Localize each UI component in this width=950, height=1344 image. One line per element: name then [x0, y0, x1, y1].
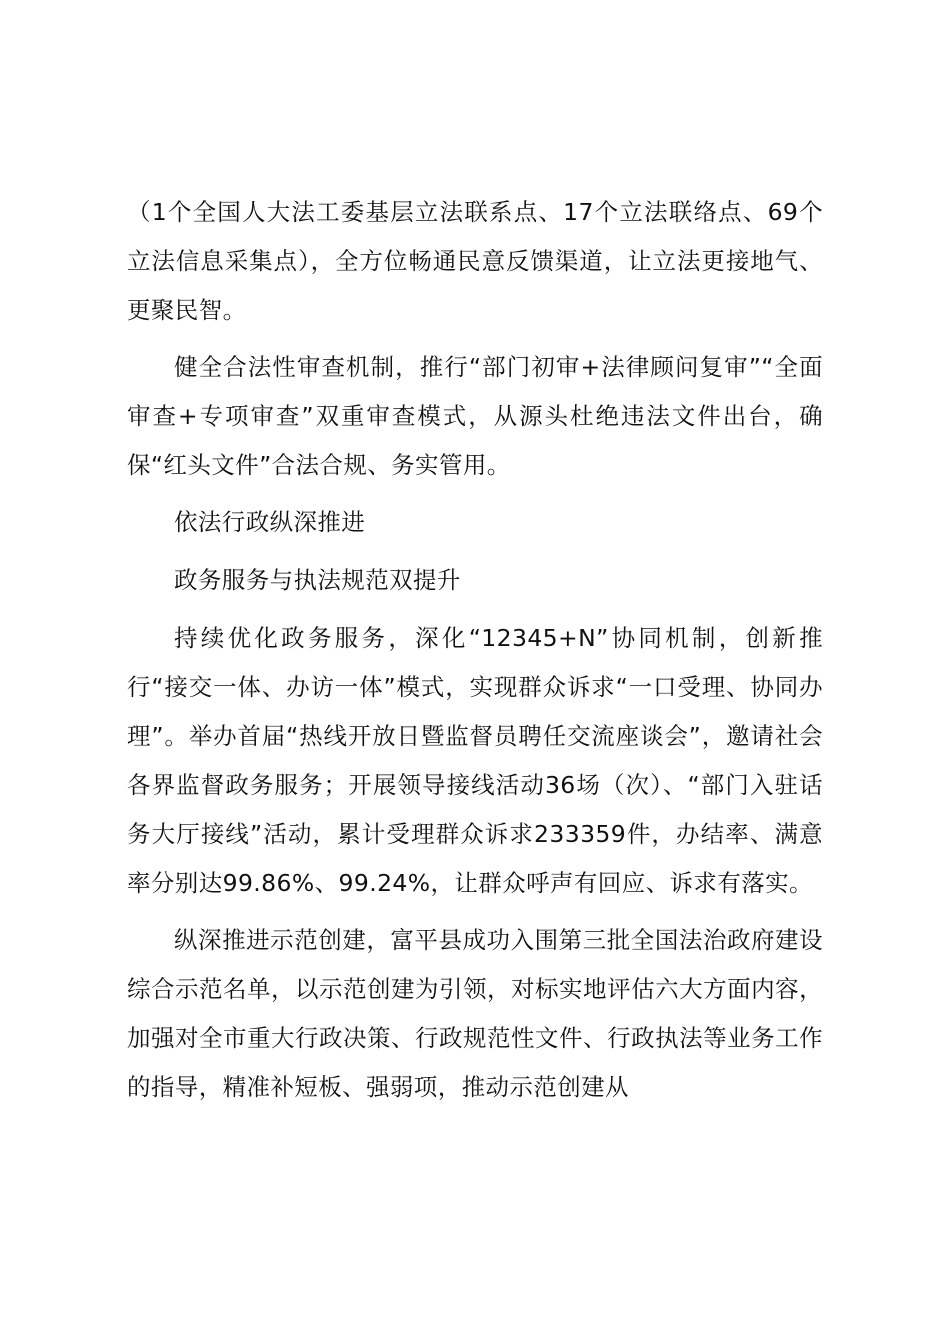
paragraph-legislative-contact-points: （1个全国人大法工委基层立法联系点、17个立法联络点、69个立法信息采集点），全方位畅通民意反馈渠道，让立法更接地气、更聚民智。: [127, 198, 823, 324]
section-heading-administration: 依法行政纵深推进: [174, 508, 366, 536]
document-body: [127, 188, 823, 1120]
paragraph-legality-review: 健全合法性审查机制，推行“部门初审+法律顾问复审”“全面审查+专项审查”双重审查模式，从源头杜绝违法文件出台，确保“红头文件”合法合规、务实管用。: [127, 353, 823, 479]
paragraph-demonstration: 纵深推进示范创建，富平县成功入围第三批全国法治政府建设综合示范名单，以示范创建为引领，对标实地评估六大方面内容，加强对全市重大行政决策、行政规范性文件、行政执法等业务工作的指导，精准补短板、强弱项，推动示范创建从: [127, 926, 823, 1101]
subsection-heading-services: 政务服务与执法规范双提升: [174, 566, 461, 594]
paragraph-government-services: 持续优化政务服务，深化“12345+N”协同机制，创新推行“接交一体、办访一体”模式，实现群众诉求“一口受理、协同办理”。举办首届“热线开放日暨监督员聘任交流座谈会”，邀请社会各界监督政务服务；开展领导接线活动36场（次）、“部门入驻话务大厅接线”活动，累计受理群众诉求233359件，办结率、满意率分别达99.86%、99.24%，让群众呼声有回应、诉求有落实。: [127, 624, 823, 897]
